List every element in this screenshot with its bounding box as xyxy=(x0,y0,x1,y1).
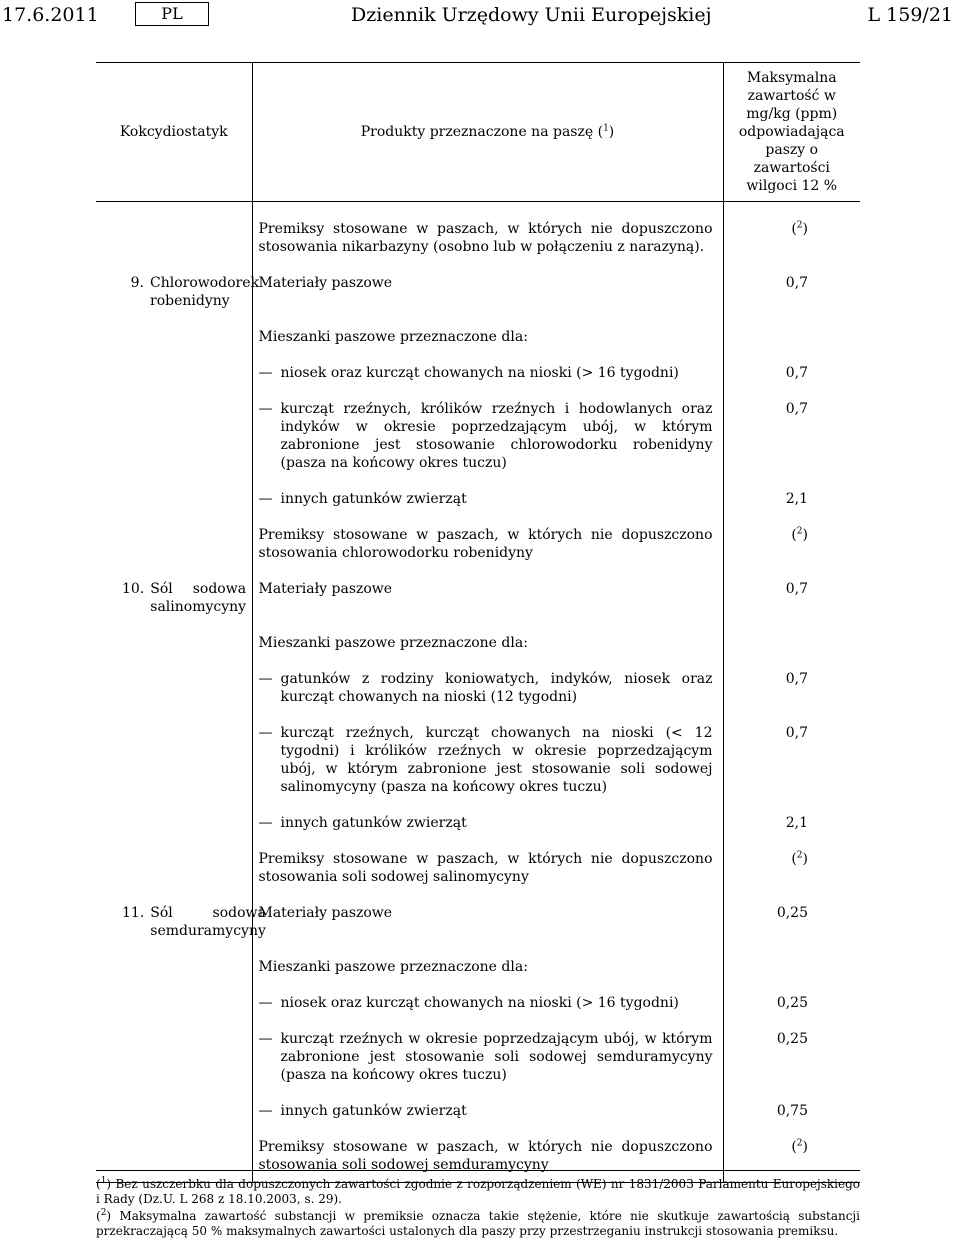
table-row xyxy=(96,364,860,382)
compound-feed-item-value: 0,7 xyxy=(785,725,808,741)
premix-text: Premiksy stosowane w paszach, w których nie dopuszczono stosowania soli sodowej salinomycyny xyxy=(258,851,713,885)
table-row xyxy=(96,1030,860,1084)
compound-feed-item xyxy=(259,814,713,832)
compound-feed-item-text: gatunków z rodziny koniowatych, indyków, niosek oraz kurcząt chowanych na nioski (12 tygodni) xyxy=(280,671,713,705)
table-row xyxy=(96,904,860,940)
dash-marker: — xyxy=(258,995,273,1011)
compound-feed-item-value: 0,7 xyxy=(785,671,808,687)
header-products: Produkty przeznaczone na paszę ($^1$) xyxy=(252,63,723,202)
compound-feed-item-text: niosek oraz kurcząt chowanych na nioski (> 16 tygodni) xyxy=(280,365,679,381)
premix-text: Premiksy stosowane w paszach, w których nie dopuszczono stosowania soli sodowej semduramycyny xyxy=(258,1139,713,1173)
table-row xyxy=(96,274,860,310)
footnote-divider xyxy=(96,1170,860,1171)
compound-feed-item xyxy=(259,724,713,796)
compound-feed-item-value: 0,75 xyxy=(776,1103,808,1119)
header-page-number: L 159/21 xyxy=(867,4,953,26)
compound-feed-item-value: 0,7 xyxy=(785,401,808,417)
coccidiostat-table xyxy=(96,62,860,1183)
header-journal-title: Dziennik Urzędowy Unii Europejskiej xyxy=(351,4,712,26)
feed-materials-label: Materiały paszowe xyxy=(258,275,393,291)
table-row xyxy=(96,994,860,1012)
coccidiostat-name: Sól sodowa salinomycyny xyxy=(150,581,247,615)
premix-value: ($^2$) xyxy=(791,1138,808,1155)
table-row xyxy=(96,634,860,652)
table-row xyxy=(96,1138,860,1174)
table-row xyxy=(96,814,860,832)
feed-materials-value: 0,7 xyxy=(785,275,808,291)
feed-materials-label: Materiały paszowe xyxy=(258,581,393,597)
compound-feed-item xyxy=(259,364,713,382)
compound-feed-item xyxy=(259,1030,713,1084)
entry-number: 11. xyxy=(122,905,145,921)
footnote-2-text: Maksymalna zawartość substancji w premiksie oznacza takie stężenie, które nie skutkuje zawartością substancji przekraczającą 50 % maksymalnych zawartości ustalonych dla paszy przy przestrzeganiu instrukcji stosowania premiksu. xyxy=(96,1209,860,1238)
table-row xyxy=(96,490,860,508)
coccidiostat-name: Chlorowodorek robenidyny xyxy=(150,275,260,309)
table-row xyxy=(96,526,860,562)
table-header-row xyxy=(96,63,860,202)
compound-feed-item-text: kurcząt rzeźnych, kurcząt chowanych na nioski (< 12 tygodni) i królików rzeźnych w okresie poprzedzającym ubój, w którym zabronione jest stosowanie soli sodowej salinomycyny (pasza na końcowy okres tuczu) xyxy=(280,725,713,795)
table-row xyxy=(96,220,860,256)
coccidiostat-name-cell xyxy=(122,274,260,310)
coccidiostat-name: Sól sodowa semduramycyny xyxy=(150,905,266,939)
compound-feed-item xyxy=(259,1102,713,1120)
compound-feed-item-value: 0,25 xyxy=(776,995,808,1011)
top-premix-text: Premiksy stosowane w paszach, w których nie dopuszczono stosowania nikarbazyny (osobno lub w połączeniu z narazyną). xyxy=(252,220,723,256)
footnote-1 xyxy=(96,1177,860,1207)
compound-feed-item-text: kurcząt rzeźnych, królików rzeźnych i hodowlanych oraz indyków w okresie poprzedzającym ubój, w którym zabronione jest stosowanie chlorowodorku robenidyny (pasza na końcowy okres tuczu) xyxy=(280,401,713,471)
table-row xyxy=(96,670,860,706)
dash-marker: — xyxy=(258,401,273,417)
dash-marker: — xyxy=(258,725,273,741)
page-header xyxy=(0,0,960,30)
compound-feed-item xyxy=(259,490,713,508)
footnote-1-text: Bez uszczerbku dla dopuszczonych zawartości zgodnie z rozporządzeniem (WE) nr 1831/2003 Parlamentu Europejskiego i Rady (Dz.U. L 268 z 18.10.2003, s. 29). xyxy=(96,1177,860,1206)
header-coccidiostat: Kokcydiostatyk xyxy=(96,63,252,202)
compound-feed-label: Mieszanki paszowe przeznaczone dla: xyxy=(258,329,528,345)
dash-marker: — xyxy=(258,365,273,381)
premix-text: Premiksy stosowane w paszach, w których nie dopuszczono stosowania chlorowodorku robenidyny xyxy=(258,527,713,561)
footnote-1-mark: ($^1$) xyxy=(96,1176,112,1191)
compound-feed-item-text: niosek oraz kurcząt chowanych na nioski (> 16 tygodni) xyxy=(280,995,679,1011)
header-max-content: Maksymalna zawartość w mg/kg (ppm) odpowiadająca paszy o zawartości wilgoci 12 % xyxy=(723,63,860,202)
compound-feed-item xyxy=(259,670,713,706)
coccidiostat-name-cell xyxy=(122,904,266,940)
header-date: 17.6.2011 xyxy=(2,4,99,26)
premix-value: ($^2$) xyxy=(791,850,808,867)
feed-materials-value: 0,25 xyxy=(776,905,808,921)
feed-materials-label: Materiały paszowe xyxy=(258,905,393,921)
feed-materials-value: 0,7 xyxy=(785,581,808,597)
footnote-2 xyxy=(96,1209,860,1239)
table-row xyxy=(96,580,860,616)
compound-feed-item xyxy=(259,994,713,1012)
coccidiostat-name-cell xyxy=(122,580,247,616)
dash-marker: — xyxy=(258,1103,273,1119)
compound-feed-label: Mieszanki paszowe przeznaczone dla: xyxy=(258,959,528,975)
premix-value: ($^2$) xyxy=(791,526,808,543)
table-row xyxy=(96,400,860,472)
compound-feed-item-value: 0,7 xyxy=(785,365,808,381)
header-language-box: PL xyxy=(135,2,209,26)
dash-marker: — xyxy=(258,491,273,507)
table-row xyxy=(96,724,860,796)
compound-feed-item-text: innych gatunków zwierząt xyxy=(280,815,467,831)
compound-feed-label: Mieszanki paszowe przeznaczone dla: xyxy=(258,635,528,651)
compound-feed-item-value: 2,1 xyxy=(785,491,808,507)
compound-feed-item-text: innych gatunków zwierząt xyxy=(280,491,467,507)
table-row xyxy=(96,958,860,976)
dash-marker: — xyxy=(258,1031,273,1047)
compound-feed-item-value: 0,25 xyxy=(776,1031,808,1047)
dash-marker: — xyxy=(258,815,273,831)
compound-feed-item xyxy=(259,400,713,472)
footnote-2-mark: ($^2$) xyxy=(96,1208,112,1223)
entry-number: 9. xyxy=(130,275,144,291)
table-row xyxy=(96,328,860,346)
compound-feed-item-value: 2,1 xyxy=(785,815,808,831)
dash-marker: — xyxy=(258,671,273,687)
top-premix-value: ($^2$) xyxy=(723,220,860,256)
table-row xyxy=(96,850,860,886)
compound-feed-item-text: innych gatunków zwierząt xyxy=(280,1103,467,1119)
table-row xyxy=(96,1102,860,1120)
entry-number: 10. xyxy=(122,581,145,597)
compound-feed-item-text: kurcząt rzeźnych w okresie poprzedzającym ubój, w którym zabronione jest stosowanie soli sodowej semduramycyny (pasza na końcowy okres tuczu) xyxy=(280,1031,713,1083)
